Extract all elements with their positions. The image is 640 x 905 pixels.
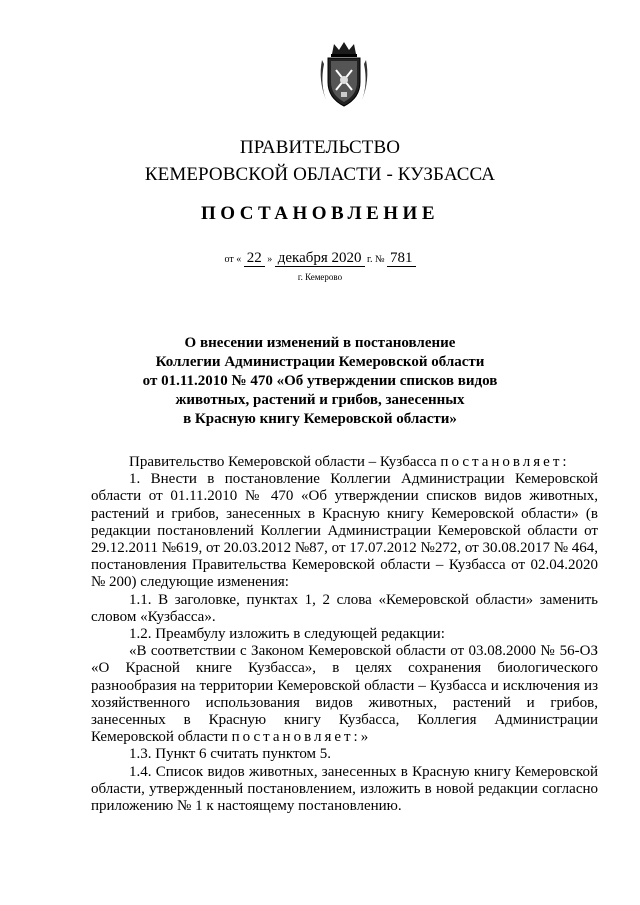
date-quote-close: » xyxy=(267,254,273,265)
document-title xyxy=(60,334,580,429)
date-from-label: от « xyxy=(224,254,242,265)
intro-paragraph xyxy=(91,454,598,471)
date-month-year: декабря 2020 xyxy=(275,250,365,267)
paragraph-1-3: 1.3. Пункт 6 считать пунктом 5. xyxy=(129,746,332,763)
title-line: Коллегии Администрации Кемеровской области xyxy=(155,354,485,370)
paragraph-1-1: 1.1. В заголовке, пунктах 1, 2 слова «Кемеровской области» заменить словом «Кузбасса». xyxy=(91,591,598,625)
quoted-close: » xyxy=(360,729,369,746)
title-line: от 01.11.2010 № 470 «Об утверждении списков видов xyxy=(142,373,498,389)
intro-text: Правительство Кемеровской области – Кузбасса xyxy=(129,454,437,470)
paragraph-1: 1. Внести в постановление Коллегии Администрации Кемеровской области от 01.11.2010 № 470 «Об утверждении списков видов животных, растений и грибов, занесенных в Красную книгу Кемеровской области» (в редакции постановлений Коллегии Администрации Кемеровской области от 29.12.2011 №619, от 20.03.2012 №87, от 17.07.2012 №272, от 30.08.2017 № 464, постановления Правительства Кемеровской области – Кузбасса от 02.04.2020 № 200) следующие изменения: xyxy=(91,471,599,591)
quoted-spaced-word: постановляет: xyxy=(231,729,361,746)
title-line: О внесении изменений в постановление xyxy=(184,335,456,351)
intro-spaced-word: постановляет: xyxy=(440,454,570,470)
quoted-preamble xyxy=(91,643,598,746)
document-type-heading: ПОСТАНОВЛЕНИЕ xyxy=(200,203,440,224)
government-name-line2: КЕМЕРОВСКОЙ ОБЛАСТИ - КУЗБАССА xyxy=(144,164,496,185)
date-number-label: г. № xyxy=(367,254,385,265)
city-label: г. Кемерово xyxy=(297,272,343,282)
document-body xyxy=(91,454,598,815)
title-line: животных, растений и грибов, занесенных xyxy=(175,392,465,408)
paragraph-1-2: 1.2. Преамбулу изложить в следующей редакции: xyxy=(129,626,445,643)
document-number: 781 xyxy=(387,250,416,267)
government-name-line1: ПРАВИТЕЛЬСТВО xyxy=(239,137,401,158)
title-line: в Красную книгу Кемеровской области» xyxy=(183,411,457,427)
paragraph-1-4: 1.4. Список видов животных, занесенных в Красную книгу Кемеровской области, утвержденный постановлением, изложить в новой редакции согласно приложению № 1 к настоящему постановлению. xyxy=(91,763,598,815)
quoted-preamble-text: «В соответствии с Законом Кемеровской области от 03.08.2000 № 56-ОЗ «О Красной книге Кузбасса», в целях сохранения биологического разнообразия на территории Кемеровской области – Кузбасса и исключения из хозяйственного использования видов животных, растений и грибов, занесенных в Красную книгу Кузбасса, Коллегия Администрации Кемеровской области xyxy=(91,643,598,746)
date-number-line xyxy=(0,250,640,267)
date-day: 22 xyxy=(244,250,265,267)
kemerovo-coat-of-arms-icon xyxy=(316,40,372,110)
